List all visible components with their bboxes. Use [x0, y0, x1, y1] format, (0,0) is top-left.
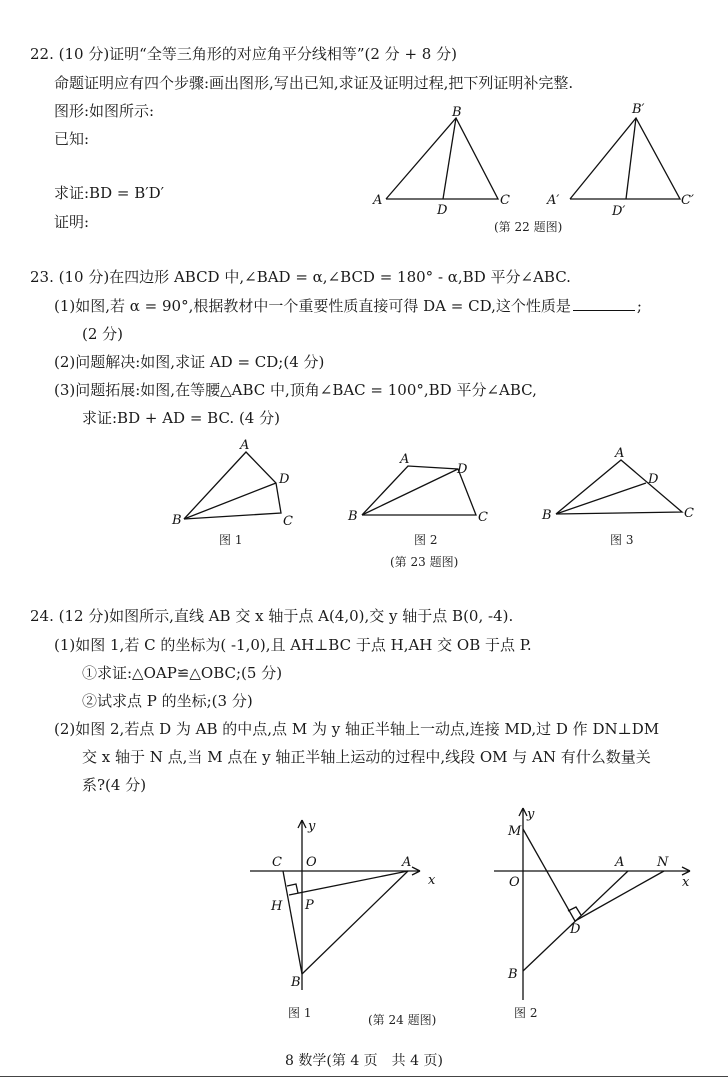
fig1-label-c: C [272, 855, 282, 870]
fig2-label-d: D [457, 462, 468, 477]
fig3-label-c: C [684, 506, 694, 521]
q23-part2: (2)问题解决:如图,求证 AD = CD;(4 分) [54, 353, 325, 371]
fig2-label-m: M [508, 824, 522, 839]
fig3-label-a: A [615, 446, 625, 461]
right-angle-h [287, 884, 298, 893]
q23-caption: (第 23 题图) [390, 555, 459, 569]
fig2-label-b: B [348, 509, 358, 524]
fig1-label-a: A [402, 855, 412, 870]
q23-fig3-caption: 图 3 [610, 533, 634, 547]
line-ah-fig1 [289, 871, 408, 895]
q22-prove: 求证:BD = B′D′ [54, 184, 165, 202]
q24-part1-i: ①求证:△OAP≌△OBC;(5 分) [82, 664, 283, 682]
fig1-label-y: y [308, 819, 316, 834]
q22-given: 已知: [54, 130, 90, 148]
q23-fig2-caption: 图 2 [414, 533, 438, 547]
fig2-label-y: y [527, 807, 535, 822]
q23-part3-prove: 求证:BD + AD = BC. (4 分) [82, 409, 280, 427]
label-c-prime: C′ [681, 193, 694, 208]
q24-fig2 [494, 807, 690, 1000]
line-ab-fig1 [302, 871, 408, 974]
fig1-label-o: O [306, 855, 317, 870]
fig2-label-n: N [657, 855, 669, 870]
label-a-prime: A′ [547, 193, 560, 208]
fig2-label-x: x [682, 875, 690, 890]
q23-title: 23. (10 分)在四边形 ABCD 中,∠BAD = α,∠BCD = 180° - α,BD 平分∠ABC. [30, 268, 571, 286]
fig1-label-x: x [428, 873, 436, 888]
q24-title: 24. (12 分)如图所示,直线 AB 交 x 轴于点 A(4,0),交 y 轴于点 B(0, -4). [30, 607, 514, 625]
fig1-label-c: C [283, 514, 293, 529]
fig2-label-c: C [478, 510, 488, 525]
q22-intro: 命题证明应有四个步骤:画出图形,写出已知,求证及证明过程,把下列证明补完整. [54, 74, 574, 92]
fig3-label-b: B [542, 508, 552, 523]
q24-fig2-caption: 图 2 [514, 1006, 538, 1020]
fig1-label-d: D [279, 472, 290, 487]
q24-part2-line2: 交 x 轴于 N 点,当 M 点在 y 轴正半轴上运动的过程中,线段 OM 与 AN 有什么数量关 [82, 748, 651, 766]
fig1-label-h: H [271, 899, 283, 914]
fig2-label-a: A [400, 452, 410, 467]
label-c: C [500, 193, 510, 208]
fig1-label-b: B [172, 513, 182, 528]
fig1-label-a: A [240, 438, 250, 453]
q23-part3: (3)问题拓展:如图,在等腰△ABC 中,顶角∠BAC = 100°,BD 平分∠ABC, [54, 381, 537, 399]
label-a: A [373, 193, 383, 208]
q23-part1-end: ; [636, 297, 642, 315]
q22-title: 22. (10 分)证明“全等三角形的对应角平分线相等”(2 分 + 8 分) [30, 45, 457, 63]
q24-part2-line3: 系?(4 分) [82, 776, 147, 794]
fig2-label-o: O [509, 875, 520, 890]
label-d-prime: D′ [612, 204, 626, 219]
line-bc-fig1 [283, 871, 302, 974]
q22-proof: 证明: [54, 213, 90, 231]
label-d: D [437, 203, 448, 218]
q22-figure-line: 图形:如图所示: [54, 102, 155, 120]
fig3-label-d: D [648, 472, 659, 487]
fig1-label-p: P [305, 898, 314, 913]
q24-part2-line1: (2)如图 2,若点 D 为 AB 的中点,点 M 为 y 轴正半轴上一动点,连接 MD,过 D 作 DN⊥DM [54, 720, 660, 738]
fig1-label-b: B [291, 975, 301, 990]
label-b-prime: B′ [632, 102, 645, 117]
q24-caption: (第 24 题图) [368, 1013, 437, 1027]
q24-part1: (1)如图 1,若 C 的坐标为( -1,0),且 AH⊥BC 于点 H,AH 交 OB 于点 P. [54, 636, 532, 654]
q24-fig1-caption: 图 1 [288, 1006, 312, 1020]
q23-fig1-caption: 图 1 [219, 533, 243, 547]
fig2-label-b: B [508, 967, 518, 982]
q22-caption: (第 22 题图) [494, 220, 563, 234]
bottom-rule [0, 1076, 728, 1077]
q24-fig1 [250, 819, 436, 990]
fig2-label-d: D [570, 922, 581, 937]
q24-part1-ii: ②试求点 P 的坐标;(3 分) [82, 692, 253, 710]
fig2-label-a: A [615, 855, 625, 870]
q23-part1-score: (2 分) [82, 325, 124, 343]
line-md-fig2 [523, 829, 575, 921]
label-b: B [452, 105, 462, 120]
q23-part1-text: (1)如图,若 α = 90°,根据教材中一个重要性质直接可得 DA = CD,这个性质是 [54, 297, 571, 315]
page-footer: 8 数学(第 4 页 共 4 页) [285, 1053, 443, 1069]
